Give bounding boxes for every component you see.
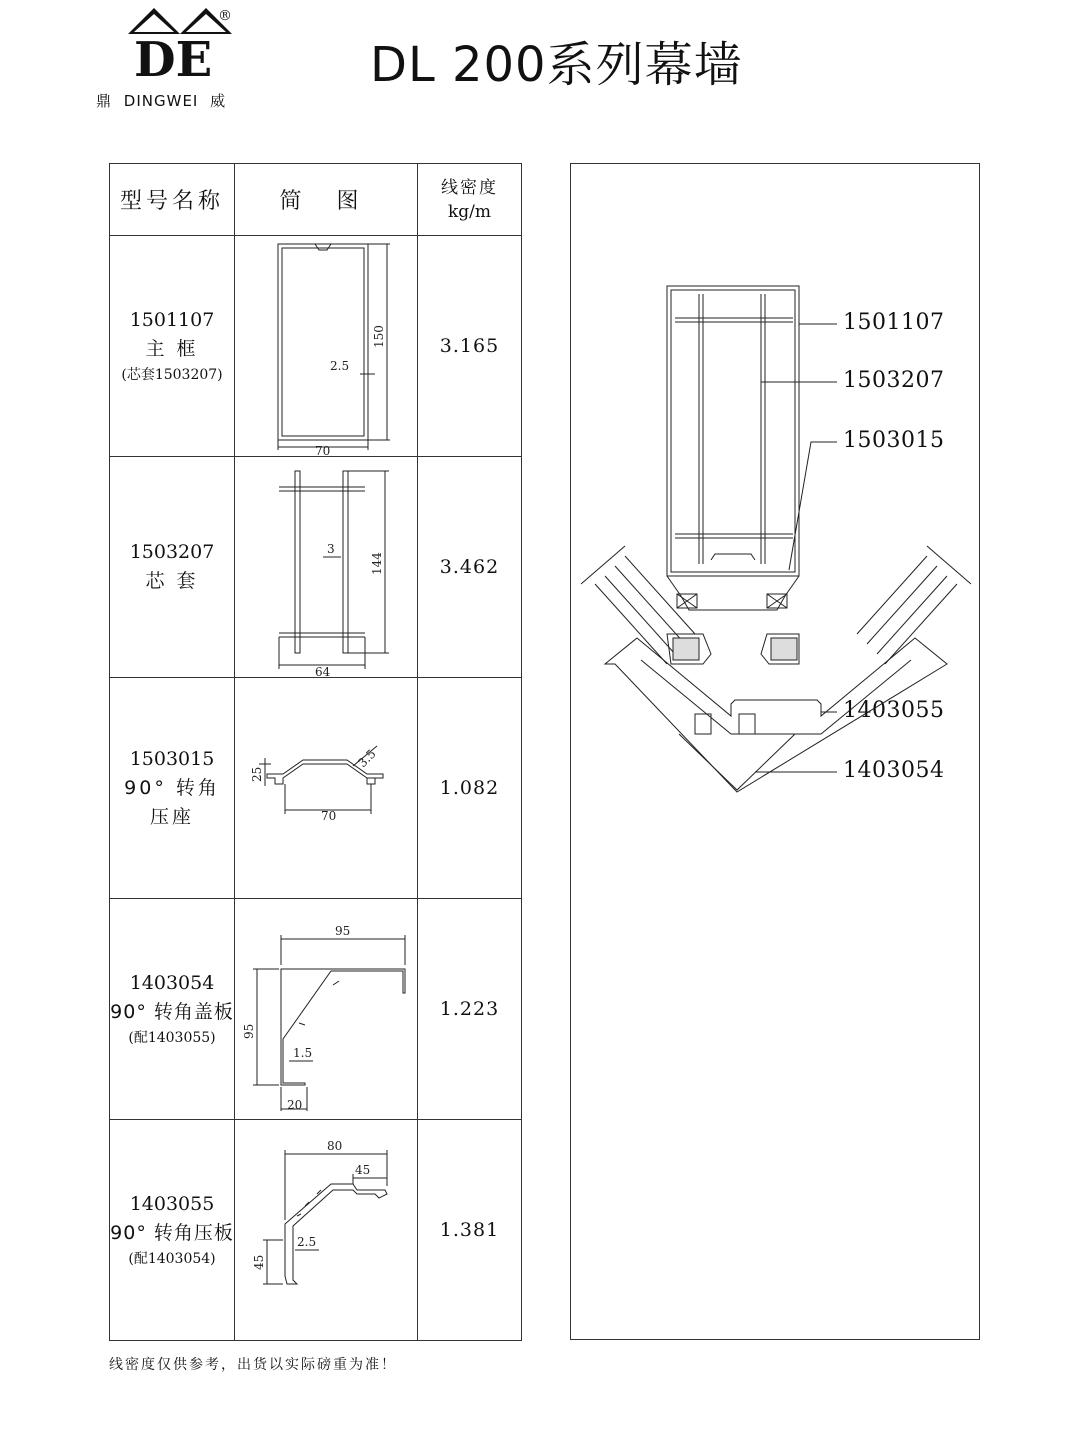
header-density: 线密度 kg/m	[418, 164, 522, 236]
corner-cover-diagram	[235, 899, 417, 1119]
density-value: 3.462	[439, 556, 500, 578]
model-cell	[110, 678, 235, 899]
core-sleeve-diagram	[235, 457, 417, 677]
footnote: 线密度仅供参考，出货以实际磅重为准！	[109, 1357, 397, 1373]
model-code: 1501107	[129, 309, 215, 331]
model-name: 90° 转角压板	[110, 1222, 234, 1244]
table-row	[110, 457, 522, 678]
svg-text:64: 64	[315, 665, 331, 677]
callout-1403055: 1403055	[843, 698, 945, 723]
registered-mark: ®	[218, 8, 232, 24]
model-code: 1403055	[129, 1193, 215, 1215]
spec-table	[109, 163, 522, 1341]
svg-text:80: 80	[327, 1139, 343, 1153]
svg-text:20: 20	[287, 1098, 303, 1112]
brand-line	[96, 90, 256, 111]
model-code: 1403054	[129, 972, 215, 994]
model-cell	[110, 236, 235, 457]
diagram-cell	[235, 899, 418, 1120]
table-row	[110, 236, 522, 457]
corner-base-diagram	[235, 678, 417, 898]
diagram-cell	[235, 1120, 418, 1341]
model-sub: (芯套1503207)	[121, 367, 223, 383]
diagram-cell	[235, 678, 418, 899]
svg-text:25: 25	[250, 766, 264, 782]
model-name: 90° 转角盖板	[110, 1001, 234, 1023]
svg-text:95: 95	[335, 924, 351, 938]
diagram-cell	[235, 236, 418, 457]
svg-text:2.5: 2.5	[330, 359, 350, 373]
callout-1501107: 1501107	[843, 310, 945, 335]
main-frame-diagram	[235, 236, 417, 456]
callout-1403054: 1403054	[843, 758, 945, 783]
brand-right-char: 威	[210, 92, 227, 110]
model-cell	[110, 457, 235, 678]
table-row	[110, 678, 522, 899]
model-code: 1503207	[129, 541, 215, 563]
svg-text:150: 150	[372, 325, 386, 348]
model-cell	[110, 899, 235, 1120]
model-sub: (配1403054)	[128, 1251, 216, 1267]
table-header-row	[110, 164, 522, 236]
brand-left-char: 鼎	[96, 92, 113, 110]
model-name: 主 框	[145, 338, 199, 360]
model-code: 1503015	[129, 747, 215, 770]
dingwei-logo-icon	[126, 4, 236, 84]
diagram-cell	[235, 457, 418, 678]
corner-assembly-drawing	[571, 164, 981, 1341]
svg-text:144: 144	[370, 552, 384, 575]
svg-text:70: 70	[315, 444, 331, 456]
header-diagram: 简 图	[235, 164, 418, 236]
corner-press-plate-diagram	[235, 1120, 417, 1340]
svg-text:1.5: 1.5	[293, 1046, 313, 1060]
brand-logo	[96, 4, 256, 114]
model-name: 芯 套	[145, 570, 199, 592]
density-cell	[418, 1120, 522, 1341]
density-cell	[418, 457, 522, 678]
model-sub: (配1403055)	[128, 1030, 216, 1046]
svg-text:45: 45	[252, 1254, 266, 1270]
density-value: 3.165	[439, 335, 500, 357]
svg-text:3.5: 3.5	[355, 746, 379, 771]
density-value: 1.381	[439, 1219, 500, 1241]
model-name: 90° 转角压座	[124, 776, 220, 828]
page-title: DL 200系列幕墙	[370, 37, 743, 93]
density-value: 1.223	[439, 998, 500, 1020]
model-cell	[110, 1120, 235, 1341]
brand-name: DINGWEI	[123, 92, 199, 110]
density-value: 1.082	[439, 777, 500, 799]
callout-1503207: 1503207	[843, 368, 945, 393]
table-row	[110, 899, 522, 1120]
svg-text:45: 45	[355, 1163, 371, 1177]
header-model: 型号名称	[110, 164, 235, 236]
svg-text:2.5: 2.5	[297, 1235, 317, 1249]
table-row	[110, 1120, 522, 1341]
density-cell	[418, 678, 522, 899]
assembly-detail-panel	[570, 163, 980, 1340]
svg-text:95: 95	[242, 1023, 256, 1039]
density-cell	[418, 899, 522, 1120]
density-cell	[418, 236, 522, 457]
logo-letters: DE	[134, 32, 213, 84]
svg-text:3: 3	[327, 542, 335, 556]
callout-1503015: 1503015	[843, 428, 945, 453]
svg-text:70: 70	[321, 809, 337, 823]
